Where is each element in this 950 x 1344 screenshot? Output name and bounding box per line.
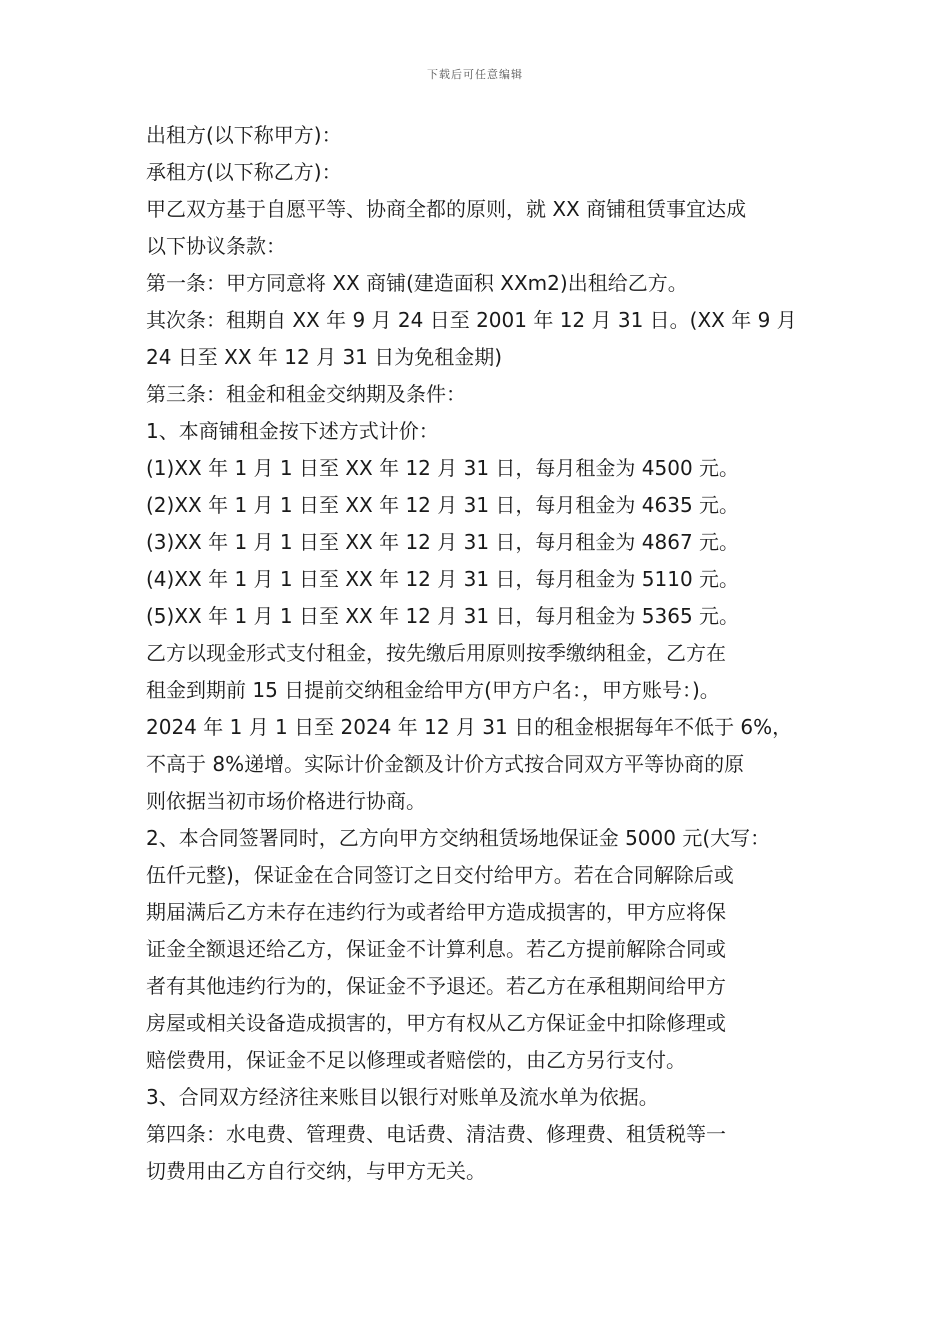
text-line: 期届满后乙方未存在违约行为或者给甲方造成损害的，甲方应将保	[146, 900, 726, 924]
text-line: (5)XX 年 1 月 1 日至 XX 年 12 月 31 日，每月租金为 5365 元。	[146, 604, 740, 628]
text-line: 者有其他违约行为的，保证金不予退还。若乙方在承租期间给甲方	[146, 974, 726, 998]
text-line: 承租方(以下称乙方)：	[146, 160, 342, 184]
text-line: 2、本合同签署同时，乙方向甲方交纳租赁场地保证金 5000 元(大写：	[146, 826, 771, 850]
text-line: 切费用由乙方自行交纳，与甲方无关。	[146, 1159, 486, 1183]
text-line: 第四条：水电费、管理费、电话费、清洁费、修理费、租赁税等一	[146, 1122, 726, 1146]
text-line: (4)XX 年 1 月 1 日至 XX 年 12 月 31 日，每月租金为 5110 元。	[146, 567, 740, 591]
text-line: 以下协议条款：	[146, 234, 286, 258]
header-note: 下载后可任意编辑	[427, 68, 523, 81]
text-line: 甲乙双方基于自愿平等、协商全都的原则，就 XX 商铺租赁事宜达成	[146, 197, 747, 221]
text-line: 第三条：租金和租金交纳期及条件：	[146, 382, 466, 406]
text-line: 第一条：甲方同意将 XX 商铺(建造面积 XXm2)出租给乙方。	[146, 271, 688, 295]
text-line: 2024 年 1 月 1 日至 2024 年 12 月 31 日的租金根据每年不低于 6%，	[146, 715, 793, 739]
text-line: 乙方以现金形式支付租金，按先缴后用原则按季缴纳租金，乙方在	[146, 641, 726, 665]
text-line: 则依据当初市场价格进行协商。	[146, 789, 426, 813]
text-line: 3、合同双方经济往来账目以银行对账单及流水单为依据。	[146, 1085, 659, 1109]
text-line: 租金到期前 15 日提前交纳租金给甲方(甲方户名：，甲方账号：)。	[146, 678, 720, 702]
document-body	[146, 117, 814, 1190]
text-line: (1)XX 年 1 月 1 日至 XX 年 12 月 31 日，每月租金为 4500 元。	[146, 456, 740, 480]
text-line: 24 日至 XX 年 12 月 31 日为免租金期)	[146, 345, 503, 369]
text-line: 不高于 8%递增。实际计价金额及计价方式按合同双方平等协商的原	[146, 752, 745, 776]
text-line: 房屋或相关设备造成损害的，甲方有权从乙方保证金中扣除修理或	[146, 1011, 726, 1035]
text-line: 1、本商铺租金按下述方式计价：	[146, 419, 439, 443]
text-line: 其次条：租期自 XX 年 9 月 24 日至 2001 年 12 月 31 日。(XX 年 9 月	[146, 308, 797, 332]
text-line: 伍仟元整)，保证金在合同签订之日交付给甲方。若在合同解除后或	[146, 863, 734, 887]
text-line: 证金全额退还给乙方，保证金不计算利息。若乙方提前解除合同或	[146, 937, 726, 961]
text-line: 出租方(以下称甲方)：	[146, 123, 342, 147]
text-line: (2)XX 年 1 月 1 日至 XX 年 12 月 31 日，每月租金为 4635 元。	[146, 493, 740, 517]
text-line: (3)XX 年 1 月 1 日至 XX 年 12 月 31 日，每月租金为 4867 元。	[146, 530, 740, 554]
text-line: 赔偿费用，保证金不足以修理或者赔偿的，由乙方另行支付。	[146, 1048, 686, 1072]
